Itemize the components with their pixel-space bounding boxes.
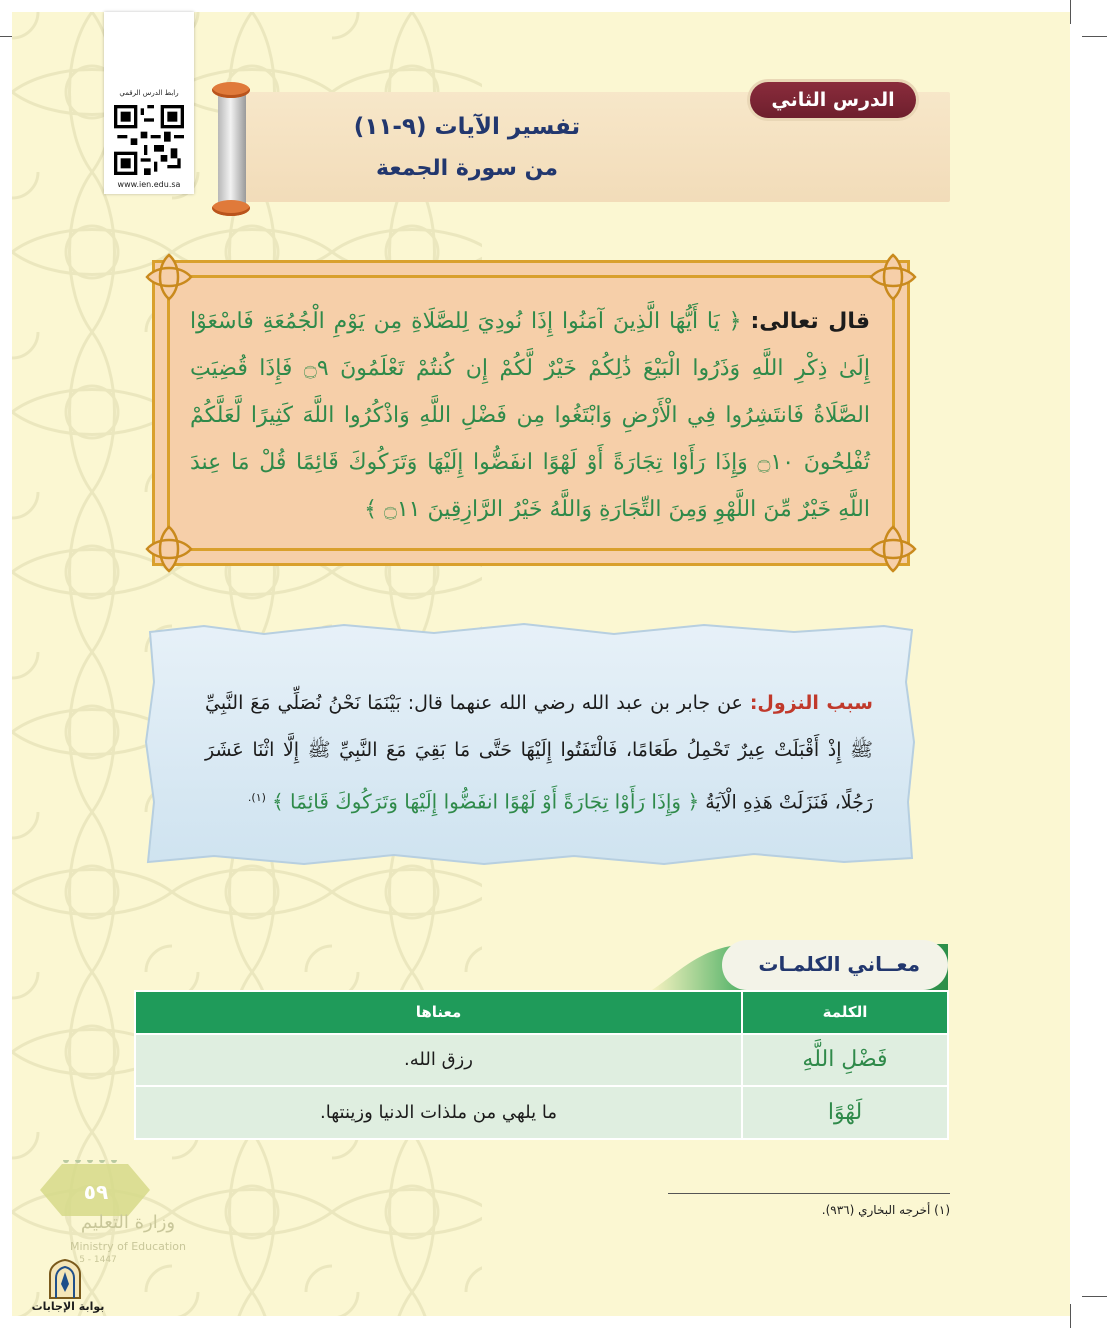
- ministry-name-en: Ministry of Education: [69, 1240, 186, 1253]
- footnote-divider: [668, 1193, 950, 1194]
- portal-logo-icon[interactable]: [44, 1258, 86, 1300]
- quran-verse-text: ﴿ يَا أَيُّهَا الَّذِينَ آمَنُوا إِذَا نُودِيَ لِلصَّلَاةِ مِن يَوْمِ الْجُمُعَةِ فَاسْعَوْا إِلَىٰ ذِكْرِ اللَّهِ وَذَرُوا الْبَيْعَ ذَٰلِكُمْ خَيْرٌ لَّكُمْ إِن كُنتُمْ تَعْلَمُونَ ۝٩ فَإِذَا قُضِيَتِ الصَّلَاةُ فَانتَشِرُوا فِي الْأَرْضِ وَابْتَغُوا مِن فَضْلِ اللَّهِ وَاذْكُرُوا اللَّهَ كَثِيرًا لَّعَلَّكُمْ تُفْلِحُونَ ۝١٠ وَإِذَا رَأَوْا تِجَارَةً أَوْ لَهْوًا انفَضُّوا إِلَيْهَا وَتَرَكُوكَ قَائِمًا قُلْ مَا عِندَ اللَّهِ خَيْرٌ مِّنَ اللَّهْوِ وَمِنَ التِّجَارَةِ وَاللَّهُ خَيْرُ الرَّازِقِينَ ۝١١ ﴾: [190, 309, 871, 522]
- qr-card[interactable]: [104, 12, 194, 194]
- meanings-table: [134, 990, 949, 1140]
- column-header-meaning: معناها: [135, 991, 742, 1034]
- table-row: [135, 1086, 948, 1139]
- frame-corner-ornament-icon: [141, 249, 197, 305]
- scroll-rod-icon: [218, 88, 246, 212]
- lesson-badge: الدرس الثاني: [750, 82, 916, 118]
- reason-verse: ﴿ وَإِذَا رَأَوْا تِجَارَةً أَوْ لَهْوًا انفَضُّوا إِلَيْهَا وَتَرَكُوكَ قَائِمًا ﴾: [271, 789, 700, 814]
- qr-code-icon[interactable]: [114, 105, 184, 175]
- reason-body: عن جابر بن عبد الله رضي الله عنهما قال: بَيْنَمَا نَحْنُ نُصَلِّي مَعَ النَّبِيِّ ﷺ إِذْ أَقْبَلَتْ عِيرٌ تَحْمِلُ طَعَامًا، فَالْتَفَتُوا إِلَيْهَا حَتَّى مَا بَقِيَ مَعَ النَّبِيِّ ﷺ إِلَّا اثْنَا عَشَرَ رَجُلًا، فَنَزَلَتْ هَذِهِ الْآيَةُ: [205, 692, 873, 814]
- table-row: [135, 1034, 948, 1087]
- page-number: ٥٩: [83, 1180, 109, 1204]
- word-cell: فَضْلِ اللَّهِ: [742, 1034, 948, 1087]
- footnote: (١) أخرجه البخاري (٩٣٦).: [821, 1203, 950, 1217]
- reason-label: سبب النزول:: [749, 692, 873, 714]
- frame-corner-ornament-icon: [141, 521, 197, 577]
- quran-lead: قال تعالى:: [750, 309, 870, 334]
- ministry-year: 5 - 1447: [79, 1255, 117, 1265]
- frame-corner-ornament-icon: [865, 521, 921, 577]
- lesson-title-line1: تفسير الآيات (٩-١١): [353, 114, 581, 140]
- crop-mark: [1082, 1296, 1107, 1297]
- qr-label: رابط الدرس الرقمي: [119, 89, 179, 97]
- qr-url[interactable]: www.ien.edu.sa: [117, 180, 181, 189]
- ministry-name-ar: وزارة التعليم: [80, 1212, 176, 1233]
- meaning-cell: ما يلهي من ملذات الدنيا وزينتها.: [135, 1086, 742, 1139]
- lesson-title-line2: من سورة الجمعة: [376, 156, 558, 181]
- crop-mark: [1070, 1304, 1071, 1328]
- word-cell: لَهْوًا: [742, 1086, 948, 1139]
- meanings-title: معــاني الكلمـات: [758, 952, 920, 976]
- footnote-ref[interactable]: (١).: [247, 791, 266, 804]
- portal-name[interactable]: بوابة الإجابات: [31, 1300, 105, 1313]
- crop-mark: [1070, 0, 1071, 24]
- revelation-reason: [205, 680, 873, 826]
- meaning-cell: رزق الله.: [135, 1034, 742, 1087]
- table-header-row: [135, 991, 948, 1034]
- frame-corner-ornament-icon: [865, 249, 921, 305]
- crop-mark: [1082, 36, 1107, 37]
- column-header-word: الكلمة: [742, 991, 948, 1034]
- scroll-cap-icon: [212, 200, 250, 216]
- quran-verses: [190, 298, 870, 533]
- scroll-cap-icon: [212, 82, 250, 98]
